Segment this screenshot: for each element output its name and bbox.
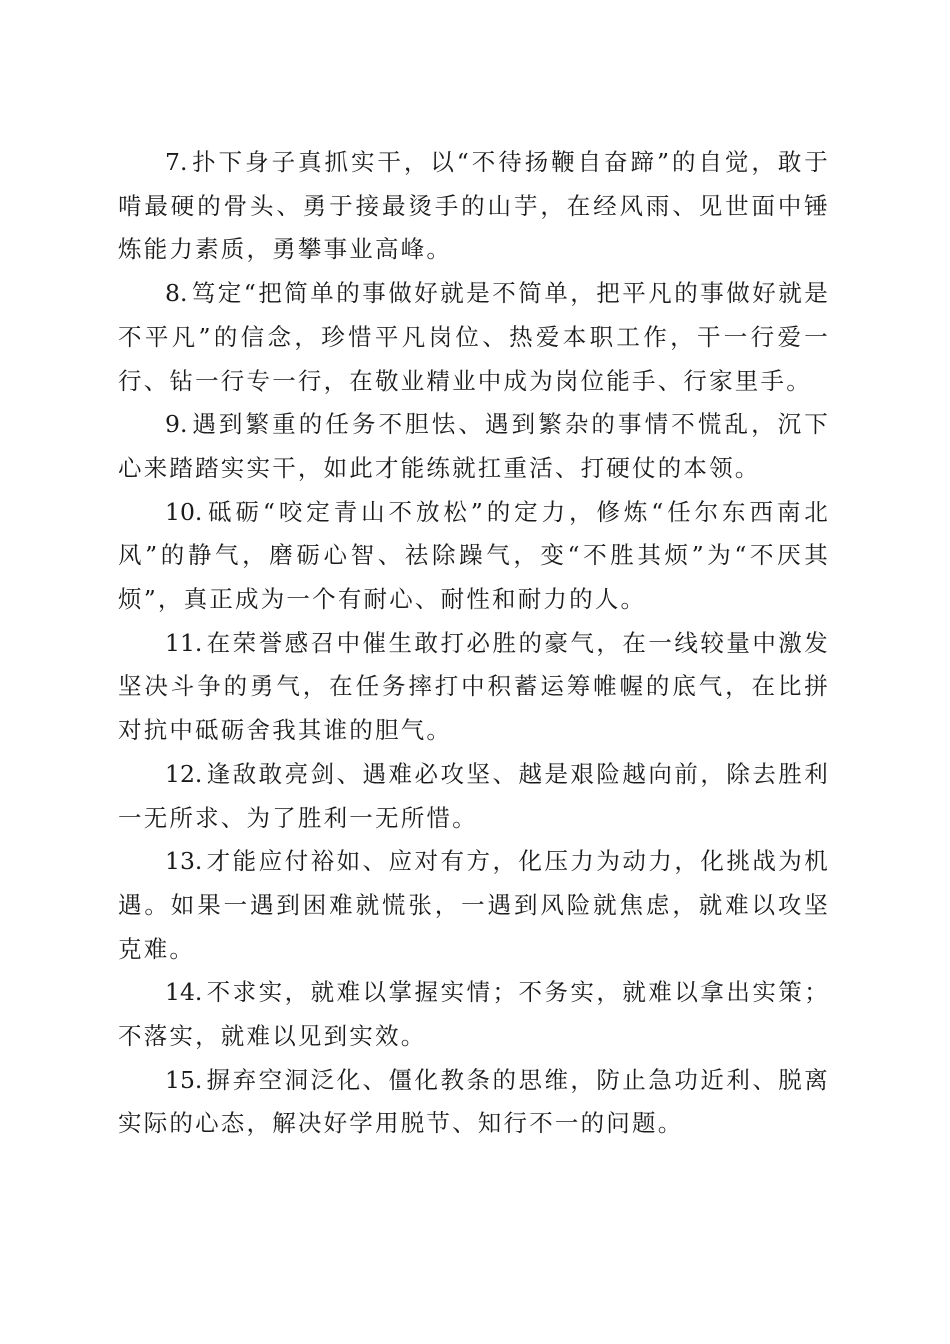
document-body: [118, 141, 830, 1146]
paragraph-text: 扑下身子真抓实干，以“不待扬鞭自奋蹄”的自觉，敢于啃最硬的骨头、勇于接最烫手的山芋，在经风雨、见世面中锤炼能力素质，勇攀事业高峰。: [118, 148, 830, 264]
paragraph-text: 笃定“把简单的事做好就是不简单，把平凡的事做好就是不平凡”的信念，珍惜平凡岗位、热爱本职工作，干一行爱一行、钻一行专一行，在敬业精业中成为岗位能手、行家里手。: [118, 279, 830, 395]
paragraph-text: 不求实，就难以掌握实情；不务实，就难以拿出实策；不落实，就难以见到实效。: [118, 978, 830, 1051]
paragraph-number: 8.: [165, 279, 188, 308]
paragraph-text: 砥砺“咬定青山不放松”的定力，修炼“任尔东西南北风”的静气，磨砺心智、祛除躁气，变“不胜其烦”为“不厌其烦”，真正成为一个有耐心、耐性和耐力的人。: [118, 497, 830, 614]
paragraph-text: 摒弃空洞泛化、僵化教条的思维，防止急功近利、脱离实际的心态，解决好学用脱节、知行不一的问题。: [118, 1065, 830, 1138]
paragraph-14: [118, 971, 830, 1058]
paragraph-10: [118, 491, 830, 622]
paragraph-text: 才能应付裕如、应对有方，化压力为动力，化挑战为机遇。如果一遇到困难就慌张，一遇到风险就焦虑，就难以攻坚克难。: [118, 847, 830, 963]
paragraph-number: 14.: [165, 978, 203, 1007]
paragraph-7: [118, 141, 830, 272]
paragraph-number: 9.: [165, 410, 188, 439]
paragraph-text: 逢敌敢亮剑、遇难必攻坚、越是艰险越向前，除去胜利一无所求、为了胜利一无所惜。: [118, 759, 830, 832]
paragraph-11: [118, 622, 830, 753]
paragraph-text: 遇到繁重的任务不胆怯、遇到繁杂的事情不慌乱，沉下心来踏踏实实干，如此才能练就扛重活、打硬仗的本领。: [118, 410, 830, 482]
paragraph-13: [118, 840, 830, 971]
paragraph-number: 12.: [165, 759, 203, 788]
paragraph-8: [118, 272, 830, 403]
paragraph-number: 15.: [165, 1065, 203, 1094]
paragraph-15: [118, 1059, 830, 1146]
paragraph-number: 11.: [165, 628, 203, 657]
paragraph-number: 10.: [165, 497, 203, 526]
paragraph-text: 在荣誉感召中催生敢打必胜的豪气，在一线较量中激发坚决斗争的勇气，在任务摔打中积蓄运筹帷幄的底气，在比拼对抗中砥砺舍我其谁的胆气。: [118, 628, 830, 745]
paragraph-12: [118, 753, 830, 840]
paragraph-number: 13.: [165, 847, 203, 876]
paragraph-9: [118, 403, 830, 490]
paragraph-number: 7.: [165, 148, 188, 176]
